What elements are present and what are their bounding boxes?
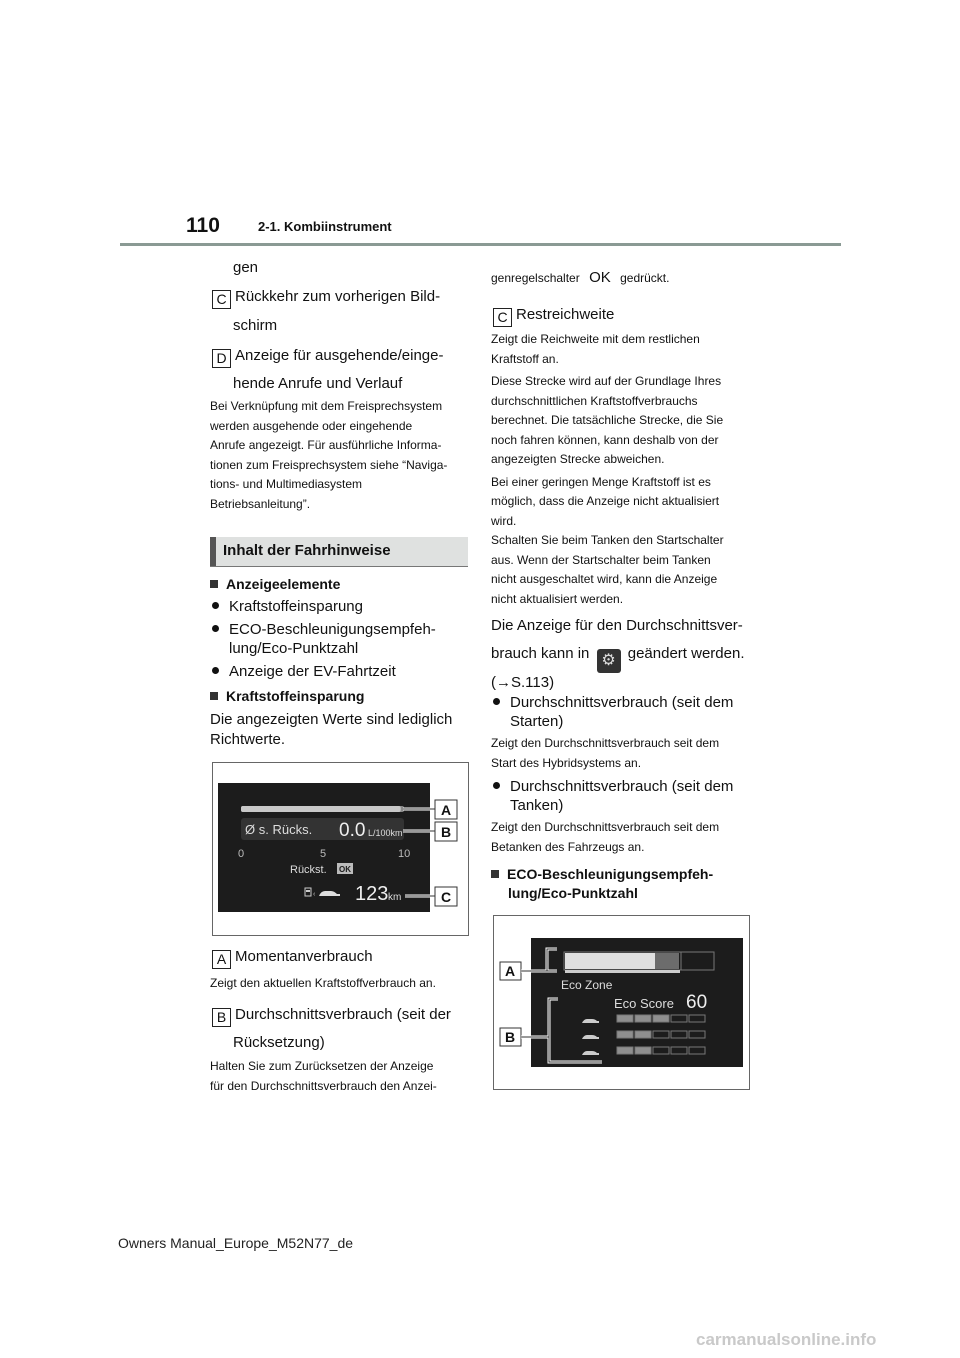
bullet2-description bbox=[491, 818, 719, 857]
eco-segment bbox=[635, 1015, 651, 1022]
callout-a: A bbox=[505, 963, 516, 979]
avg-label: Ø s. Rücks. bbox=[245, 822, 313, 837]
item-b-description bbox=[210, 1057, 437, 1096]
eco-segment bbox=[617, 1015, 633, 1022]
desc-line: wird. bbox=[491, 513, 517, 528]
arrow-icon: ‹ bbox=[313, 891, 316, 898]
eco-bar-zone bbox=[655, 953, 679, 969]
desc-line: Zeigt den Durchschnittsverbrauch seit dem bbox=[491, 736, 720, 750]
bullet-text: Durchschnittsverbrauch (seit dem bbox=[510, 778, 734, 795]
ok-badge: OK bbox=[339, 865, 351, 874]
label-c: C bbox=[493, 308, 512, 327]
bullet1-description bbox=[491, 734, 719, 773]
continuation-text bbox=[491, 268, 669, 289]
eco-zone-line bbox=[565, 970, 680, 973]
text-gen: gen bbox=[233, 259, 259, 276]
bullet-item bbox=[212, 620, 436, 640]
item-d-line1 bbox=[212, 346, 444, 368]
desc-line: möglich, dass die Anzeige nicht aktualisiert bbox=[491, 494, 720, 508]
bullet-continuation: Tanken) bbox=[510, 797, 564, 814]
range-unit: km bbox=[388, 892, 402, 903]
label-a: A bbox=[212, 950, 231, 969]
item-b-line2: Rücksetzung) bbox=[233, 1034, 325, 1051]
desc-line: Diese Strecke wird auf der Grundlage Ihres bbox=[491, 374, 722, 388]
desc-line: aus. Wenn der Startschalter beim Tanken bbox=[491, 552, 711, 567]
header-rule bbox=[120, 243, 841, 246]
intro-text bbox=[210, 710, 452, 750]
bullet-text: ECO-Beschleunigungsempfeh- bbox=[229, 621, 436, 638]
eco-bar-fill bbox=[565, 953, 655, 969]
ok-switch-symbol: OK bbox=[589, 269, 611, 286]
desc-line: Halten Sie zum Zurücksetzen der Anzeige bbox=[210, 1059, 434, 1073]
label-c: C bbox=[212, 290, 231, 309]
item-c-right bbox=[493, 305, 614, 327]
change-line2 bbox=[491, 644, 745, 673]
reset-label: Rückst. bbox=[290, 864, 327, 876]
eco-score-value: 60 bbox=[686, 992, 708, 1013]
item-c-right-text: Restreichweite bbox=[516, 306, 615, 323]
subheading-eco-line2: lung/Eco-Punktzahl bbox=[508, 885, 638, 901]
change-text: geändert werden. bbox=[627, 645, 745, 662]
label-d: D bbox=[212, 349, 231, 368]
callout-a: A bbox=[441, 802, 452, 818]
range-value: 123 bbox=[355, 883, 389, 905]
eco-zone-label: Eco Zone bbox=[561, 978, 613, 992]
bullet-text: Kraftstoffeinsparung bbox=[229, 598, 363, 615]
item-c-right-description bbox=[491, 330, 724, 609]
bullet-item bbox=[493, 693, 733, 713]
item-a-description: Zeigt den aktuellen Kraftstoffverbrauch an. bbox=[210, 976, 436, 990]
subheading-text: Kraftstoffeinsparung bbox=[226, 688, 365, 704]
intro-line: Richtwerte. bbox=[210, 731, 286, 748]
section-title: 2-1. Kombiinstrument bbox=[258, 219, 392, 234]
subheading-anzeigeelemente bbox=[210, 574, 340, 594]
desc-line: durchschnittlichen Kraftstoffverbrauchs bbox=[491, 393, 698, 408]
desc-line: Zeigt die Reichweite mit dem restlichen bbox=[491, 332, 700, 346]
continuation-part: genregelschalter bbox=[491, 271, 580, 285]
desc-line: Bei einer geringen Menge Kraftstoff ist es bbox=[491, 474, 711, 489]
intro-line: Die angezeigten Werte sind lediglich bbox=[210, 711, 453, 728]
item-c-text: Rückkehr zum vorherigen Bild- bbox=[235, 288, 441, 305]
settings-gear-icon: ⚙ bbox=[597, 649, 621, 673]
eco-segment bbox=[617, 1047, 633, 1054]
desc-line: werden ausgehende oder eingehende bbox=[210, 418, 413, 433]
desc-line: nicht aktualisiert werden. bbox=[491, 591, 624, 606]
item-d-description bbox=[210, 397, 447, 514]
bullet-item bbox=[212, 597, 363, 617]
eco-segment bbox=[635, 1031, 651, 1038]
bullet-text: Durchschnittsverbrauch (seit dem bbox=[510, 694, 734, 711]
item-c-line2: schirm bbox=[233, 317, 278, 334]
footer-text: Owners Manual_Europe_M52N77_de bbox=[118, 1235, 354, 1251]
subheading-kraftstoffeinsparung bbox=[210, 686, 364, 706]
item-a-text: Momentanverbrauch bbox=[235, 948, 373, 965]
scale-tick: 5 bbox=[320, 848, 327, 860]
bullet-text: Anzeige der EV-Fahrtzeit bbox=[229, 663, 396, 680]
desc-line: Kraftstoff an. bbox=[491, 351, 559, 366]
item-a bbox=[212, 947, 373, 969]
section-heading bbox=[210, 537, 468, 567]
callout-b: B bbox=[441, 824, 452, 840]
desc-line: Betanken des Fahrzeugs an. bbox=[491, 839, 645, 854]
item-d-line2: hende Anrufe und Verlauf bbox=[233, 375, 403, 392]
callout-b: B bbox=[505, 1029, 516, 1045]
bullet-item bbox=[493, 777, 733, 797]
desc-line: Betriebsanleitung”. bbox=[210, 496, 311, 511]
desc-line: Start des Hybridsystems an. bbox=[491, 755, 642, 770]
change-line1: Die Anzeige für den Durchschnittsver- bbox=[491, 617, 743, 634]
desc-line: für den Durchschnittsverbrauch den Anzei- bbox=[210, 1078, 437, 1093]
figure-eco-score bbox=[493, 915, 750, 1090]
bullet-item bbox=[212, 662, 396, 682]
item-c-line1 bbox=[212, 287, 440, 309]
subheading-eco bbox=[491, 864, 713, 884]
eco-segment bbox=[635, 1047, 651, 1054]
desc-line: noch fahren können, kann deshalb von der bbox=[491, 432, 719, 447]
continuation-part: gedrückt. bbox=[620, 271, 670, 285]
desc-line: Anrufe angezeigt. Für ausführliche Informa- bbox=[210, 438, 442, 452]
item-d-text: Anzeige für ausgehende/einge- bbox=[235, 347, 444, 364]
eco-display-svg bbox=[494, 916, 749, 1089]
change-text: brauch kann in bbox=[491, 645, 590, 662]
bullet-continuation: lung/Eco-Punktzahl bbox=[229, 640, 359, 657]
scale-tick: 10 bbox=[398, 848, 411, 860]
desc-line: Zeigt den Durchschnittsverbrauch seit dem bbox=[491, 820, 720, 834]
label-b: B bbox=[212, 1008, 231, 1027]
subheading-text: Anzeigeelemente bbox=[226, 576, 341, 592]
desc-line: angezeigten Strecke abweichen. bbox=[491, 452, 665, 466]
avg-value: 0.0 bbox=[339, 820, 366, 841]
desc-line: tions- und Multimediasystem bbox=[210, 477, 363, 491]
watermark: carmanualsonline.info bbox=[696, 1330, 877, 1349]
section-heading-text: Inhalt der Fahrhinweise bbox=[223, 542, 391, 559]
heading-bar bbox=[210, 537, 216, 566]
desc-line: tionen zum Freisprechsystem siehe “Naviga- bbox=[210, 457, 448, 472]
subheading-text: ECO-Beschleunigungsempfeh- bbox=[507, 866, 714, 882]
desc-line: Bei Verknüpfung mit dem Freisprechsystem bbox=[210, 399, 443, 413]
page-reference: (→S.113) bbox=[491, 674, 555, 691]
desc-line: nicht ausgeschaltet wird, kann die Anzeige bbox=[491, 572, 718, 586]
page-number: 110 bbox=[186, 214, 220, 237]
figure-fuel-economy bbox=[212, 762, 469, 936]
eco-segment bbox=[617, 1031, 633, 1038]
eco-score-label: Eco Score bbox=[614, 996, 674, 1011]
desc-line: Schalten Sie beim Tanken den Startschalter bbox=[491, 533, 724, 547]
avg-unit: L/100km bbox=[368, 828, 403, 838]
instant-consumption-bar bbox=[241, 806, 401, 812]
scale-tick: 0 bbox=[238, 848, 245, 860]
fuel-display-svg bbox=[213, 763, 468, 935]
eco-segment bbox=[653, 1015, 669, 1022]
desc-line: berechnet. Die tatsächliche Strecke, die Sie bbox=[491, 413, 724, 427]
callout-c: C bbox=[441, 889, 452, 905]
item-b-line1 bbox=[212, 1005, 451, 1027]
bullet-continuation: Starten) bbox=[510, 713, 564, 730]
item-b-text: Durchschnittsverbrauch (seit der bbox=[235, 1006, 451, 1023]
